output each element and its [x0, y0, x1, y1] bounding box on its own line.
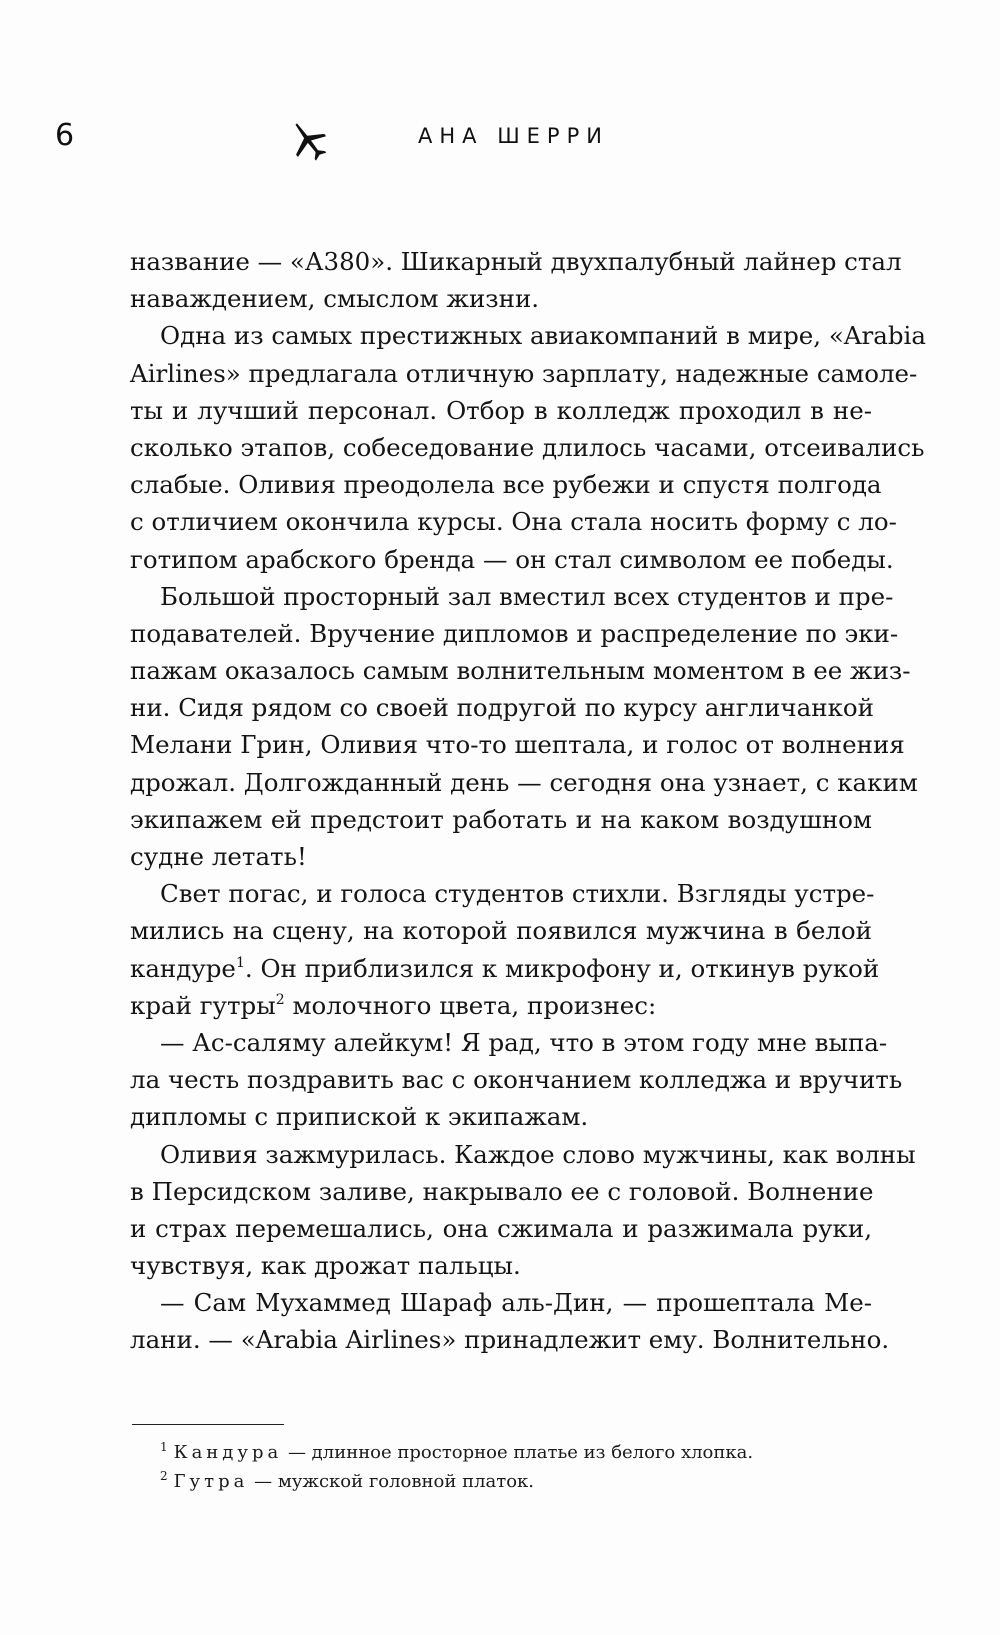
- text-line: экипажем ей предстоит работать и на каком воздушном: [130, 804, 872, 834]
- running-header-author: АНА ШЕРРИ: [418, 124, 609, 148]
- text-line: в Персидском заливе, накрывало ее с головой. Волнение: [130, 1176, 874, 1206]
- footnote-text: — длинное просторное платье из белого хлопка.: [282, 1442, 754, 1463]
- airplane-icon: [282, 116, 334, 168]
- text-line: Одна из самых престижных авиакомпаний в мире, «Arabia: [160, 321, 926, 351]
- word-kandura: кандуре: [130, 953, 236, 983]
- text-line: дрожал. Долгожданный день — сегодня она узнает, с каким: [130, 767, 918, 797]
- text-line: Мелани Грин, Оливия что-то шептала, и голос от волнения: [130, 730, 905, 760]
- text-line: ни. Сидя рядом со своей подругой по курсу англичанкой: [130, 693, 874, 723]
- text-line-footnote-1: [130, 950, 880, 987]
- end-period: .: [244, 953, 253, 983]
- text-line: ты и лучший персонал. Отбор в колледж проходил в не-: [130, 395, 872, 425]
- text-line: Свет погас, и голоса студентов стихли. Взгляды устре-: [160, 879, 875, 909]
- footnotes: [160, 1438, 753, 1496]
- text-line: — Сам Мухаммед Шараф аль-Дин, — прошептала Ме-: [160, 1288, 872, 1318]
- footnote-marker: 2: [160, 1469, 168, 1483]
- text-line: готипом арабского бренда — он стал символом ее победы.: [130, 544, 894, 574]
- text-line: лани. — «Arabia Airlines» принадлежит ему. Волнительно.: [130, 1325, 890, 1355]
- text-line: Оливия зажмурилась. Каждое слово мужчины, как волны: [160, 1139, 916, 1169]
- line-remainder: молочного цвета, произнес:: [292, 990, 657, 1020]
- text-line: пажам оказалось самым волнительным моментом в ее жиз-: [130, 656, 911, 686]
- text-line: Большой просторный зал вместил всех студентов и пре-: [160, 581, 894, 611]
- text-line: ла честь поздравить вас с окончанием колледжа и вручить: [130, 1065, 903, 1095]
- footnote-term: Кандура: [173, 1442, 283, 1463]
- footnote-2: [160, 1467, 753, 1496]
- text-line: дипломы с припиской к экипажам.: [130, 1102, 589, 1132]
- text-line: с отличием окончила курсы. Она стала носить форму с ло-: [130, 507, 897, 537]
- text-line: сколько этапов, собеседование длилось часами, отсеивались: [130, 432, 925, 462]
- text-line: мились на сцену, на которой появился мужчина в белой: [130, 916, 872, 946]
- text-line: — Ас-саляму алейкум! Я рад, что в этом году мне выпа-: [160, 1027, 888, 1057]
- line-remainder: Он приблизился к микрофону и, откинув рукой: [260, 953, 880, 983]
- text-line: судне летать!: [130, 842, 307, 871]
- footnote-ref-1: 1: [235, 954, 245, 971]
- text-line: подавателей. Вручение дипломов и распределение по эки-: [130, 618, 899, 648]
- footnote-term: Гутра: [173, 1471, 249, 1492]
- footnote-divider: [132, 1424, 284, 1425]
- text-line: чувствуя, как дрожат пальцы.: [130, 1251, 521, 1281]
- text-line: и страх перемешались, она сжимала и разжимала руки,: [130, 1213, 872, 1243]
- text-line: слабые. Оливия преодолела все рубежи и спустя полгода: [130, 470, 882, 500]
- text-line: название — «А380». Шикарный двухпалубный лайнер стал: [130, 247, 902, 276]
- body-text: [130, 243, 926, 1359]
- footnote-marker: 1: [160, 1440, 168, 1454]
- text-line: Airlines» предлагала отличную зарплату, надежные самоле-: [130, 358, 918, 388]
- footnote-1: [160, 1438, 753, 1467]
- page-number: 6: [55, 118, 75, 153]
- footnote-text: — мужской головной платок.: [248, 1471, 535, 1492]
- text-line: наваждением, смыслом жизни.: [130, 284, 540, 314]
- phrase-gutra: край гутры: [130, 990, 276, 1020]
- footnote-ref-2: 2: [275, 991, 285, 1008]
- text-line-footnote-2: [130, 987, 872, 1024]
